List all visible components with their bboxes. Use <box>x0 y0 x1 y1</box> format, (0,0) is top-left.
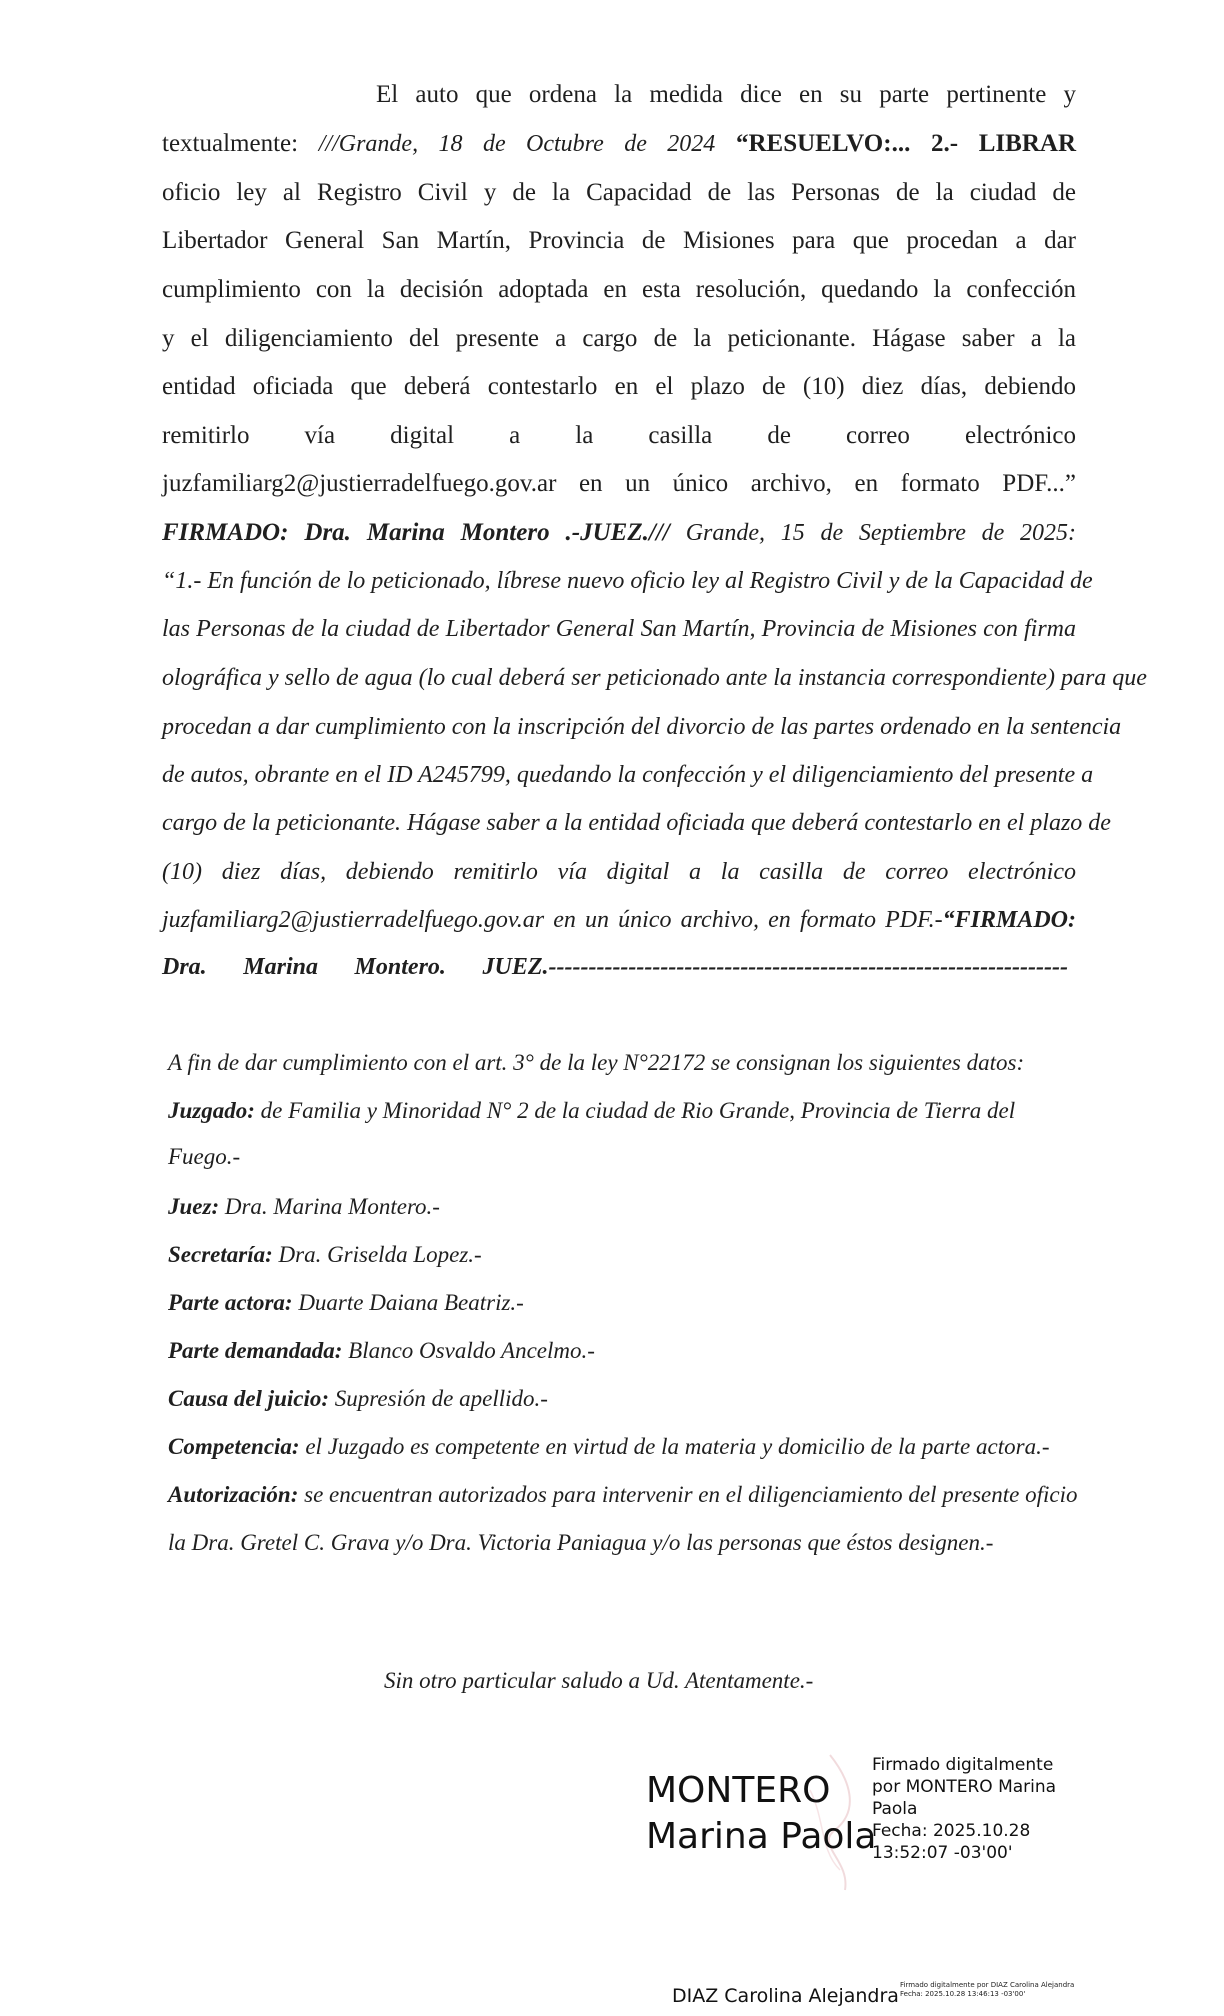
signer-surname: MONTERO <box>646 1770 831 1811</box>
second-signature-details: Firmado digitalmente por DIAZ Carolina Alejandra Fecha: 2025.10.28 13:46:13 -03'00' <box>900 1981 1075 1998</box>
detail-autorizacion: Autorización: se encuentran autorizados para intervenir en el diligenciamiento del presente oficio <box>168 1482 1078 1507</box>
digital-signature <box>640 1750 1080 1900</box>
closing-line: Sin otro particular saludo a Ud. Atentamente.- <box>384 1668 814 1693</box>
detail-juez: Juez: Dra. Marina Montero.- <box>168 1194 440 1219</box>
detail-secretaria: Secretaría: Dra. Griselda Lopez.- <box>168 1242 482 1267</box>
detail-juzgado-cont: Fuego.- <box>168 1144 241 1169</box>
detail-juzgado: Juzgado: de Familia y Minoridad N° 2 de la ciudad de Rio Grande, Provincia de Tierra del <box>168 1098 1016 1123</box>
second-digital-signature <box>672 1981 1075 2007</box>
text-line: entidad oficiada que deberá contestarlo en el plazo de (10) diez días, debiendo <box>162 373 1076 400</box>
second-signer-name: DIAZ Carolina Alejandra <box>672 1985 899 2007</box>
text-line: juzfamiliarg2@justierradelfuego.gov.ar en un único archivo, en formato PDF.-“FIRMADO: <box>162 907 1076 933</box>
detail-parte-demandada: Parte demandada: Blanco Osvaldo Ancelmo.- <box>168 1338 595 1363</box>
text-line: remitirlo vía digital a la casilla de correo electrónico <box>162 422 1076 449</box>
text-line: (10) diez días, debiendo remitirlo vía digital a la casilla de correo electrónico <box>162 859 1076 885</box>
text-line: “1.- En función de lo peticionado, líbrese nuevo oficio ley al Registro Civil y de la Capacidad de <box>162 568 1093 594</box>
text-line: y el diligenciamiento del presente a cargo de la peticionante. Hágase saber a la <box>162 325 1076 352</box>
text-line: procedan a dar cumplimiento con la inscripción del divorcio de las partes ordenado en la sentencia <box>162 714 1122 740</box>
detail-parte-actora: Parte actora: Duarte Daiana Beatriz.- <box>168 1290 524 1315</box>
signer-given-names: Marina Paola <box>646 1816 877 1857</box>
signature-details: Firmado digitalmente por MONTERO Marina Paola Fecha: 2025.10.28 13:52:07 -03'00' <box>872 1755 1057 1863</box>
text-line: olográfica y sello de agua (lo cual deberá ser peticionado ante la instancia correspondiente) para que <box>162 665 1147 691</box>
text-line: Libertador General San Martín, Provincia de Misiones para que procedan a dar <box>162 227 1076 254</box>
text-line: cumplimiento con la decisión adoptada en esta resolución, quedando la confección <box>162 276 1076 303</box>
text-line: de autos, obrante en el ID A245799, quedando la confección y el diligenciamiento del presente a <box>162 762 1094 788</box>
text-line: textualmente: ///Grande, 18 de Octubre de 2024 “RESUELVO:... 2.- LIBRAR <box>162 130 1077 157</box>
text-line: las Personas de la ciudad de Libertador General San Martín, Provincia de Misiones con firma <box>162 616 1076 642</box>
detail-causa: Causa del juicio: Supresión de apellido.- <box>168 1386 548 1411</box>
detail-competencia: Competencia: el Juzgado es competente en virtud de la materia y domicilio de la parte actora.- <box>168 1434 1050 1459</box>
text-line: Dra. Marina Montero. JUEZ.----------------------------------------------------------------- <box>162 954 1068 980</box>
text-line: cargo de la peticionante. Hágase saber a la entidad oficiada que deberá contestarlo en el plazo de <box>162 810 1111 836</box>
text-line: juzfamiliarg2@justierradelfuego.gov.ar en un único archivo, en formato PDF...” <box>162 470 1076 497</box>
details-intro: A fin de dar cumplimiento con el art. 3° de la ley N°22172 se consignan los siguientes datos: <box>168 1050 1025 1075</box>
text-line: FIRMADO: Dra. Marina Montero .-JUEZ./// Grande, 15 de Septiembre de 2025: <box>162 519 1077 546</box>
detail-autorizacion-cont: la Dra. Gretel C. Grava y/o Dra. Victoria Paniagua y/o las personas que éstos designen.- <box>168 1530 994 1555</box>
text-line: El auto que ordena la medida dice en su parte pertinente y <box>376 81 1076 108</box>
text-line: oficio ley al Registro Civil y de la Capacidad de las Personas de la ciudad de <box>162 179 1076 206</box>
